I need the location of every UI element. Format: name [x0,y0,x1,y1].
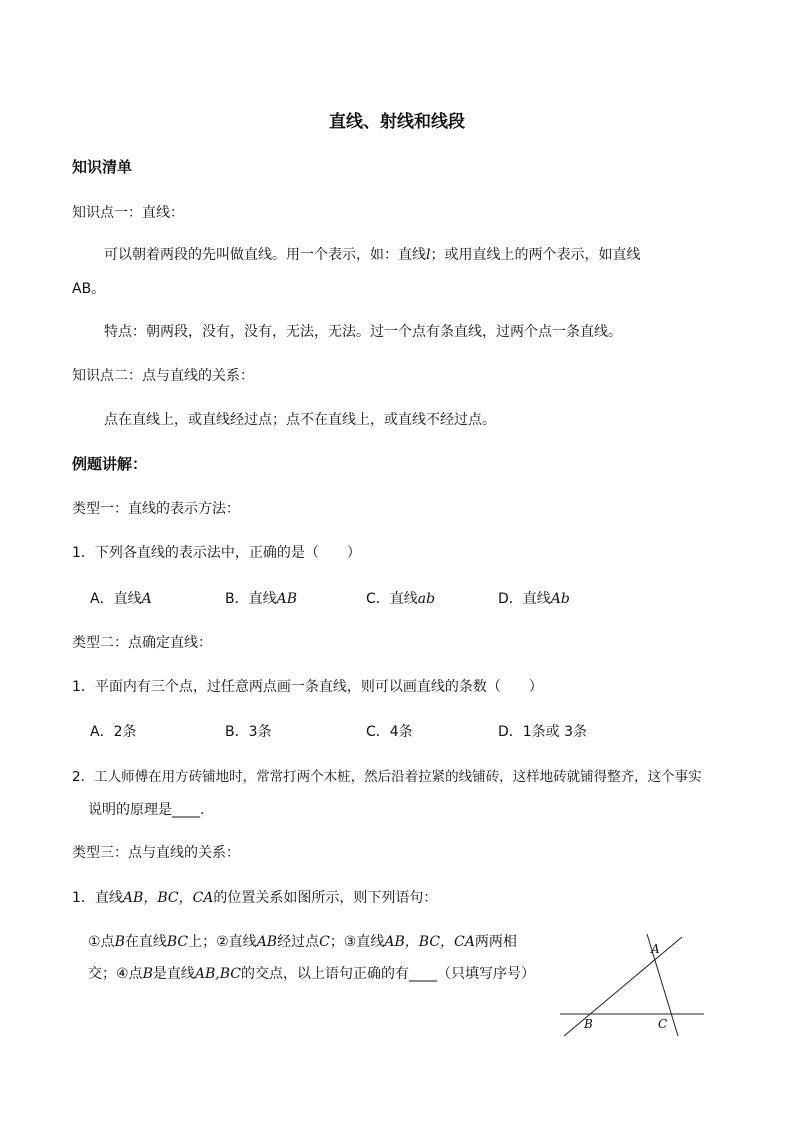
type2-heading: 类型二：点确定直线： [72,635,212,651]
lines-figure [552,928,712,1040]
type3-question1: 1．直线AB，BC，CA的位置关系如图所示，则下列语句： [72,890,438,906]
type2-question2-line1: 2．工人师傅在用方砖铺地时，常常打两个木桩，然后沿着拉紧的线铺砖，这样地砖就铺得整齐，这个事实 [72,769,702,785]
point-label-a: A [651,942,660,956]
type1-option-a: A．直线A [90,591,152,607]
section-examples-heading: 例题讲解： [72,455,148,473]
type2-option-c: C．4条 [366,724,413,740]
point-label-b: B [584,1017,593,1031]
kp2-paragraph: 点在直线上，或直线经过点；点不在直线上，或直线不经过点。 [104,412,496,428]
type3-statements-line1: ①点B在直线BC上；②直线AB经过点C；③直线AB，BC，CA两两相 [88,934,517,950]
kp1-features: 特点：朝两段，没有，没有，无法，无法。过一个点有条直线，过两个点一条直线。 [104,324,622,340]
kp2-heading: 知识点二：点与直线的关系： [72,368,254,384]
kp1-heading: 知识点一：直线： [72,205,184,221]
point-label-c: C [658,1017,668,1031]
kp1-paragraph-line2: AB。 [72,281,106,297]
type2-question2-line2: 说明的原理是____. [88,802,205,818]
type2-option-b: B．3条 [225,724,272,740]
type1-option-b: B．直线AB [225,591,298,607]
type1-option-c: C．直线ab [366,591,436,607]
type1-question1: 1．下列各直线的表示法中，正确的是（ ） [72,545,361,561]
type2-question1: 1．平面内有三个点，过任意两点画一条直线，则可以画直线的条数（ ） [72,679,543,695]
type1-option-d: D．直线Ab [498,591,570,607]
type1-heading: 类型一：直线的表示方法： [72,501,240,517]
type2-option-d: D．1条或 3条 [498,724,588,740]
type3-heading: 类型三：点与直线的关系： [72,845,240,861]
kp1-paragraph-line1: 可以朝着两段的先叫做直线。用一个表示，如：直线l；或用直线上的两个表示，如直线 [104,247,641,263]
page-title: 直线、射线和线段 [329,112,465,132]
type2-option-a: A．2条 [90,724,137,740]
type3-statements-line2: 交；④点B是直线AB,BC的交点，以上语句正确的有____（只填写序号） [88,966,535,982]
section-knowledge-heading: 知识清单 [72,158,133,176]
